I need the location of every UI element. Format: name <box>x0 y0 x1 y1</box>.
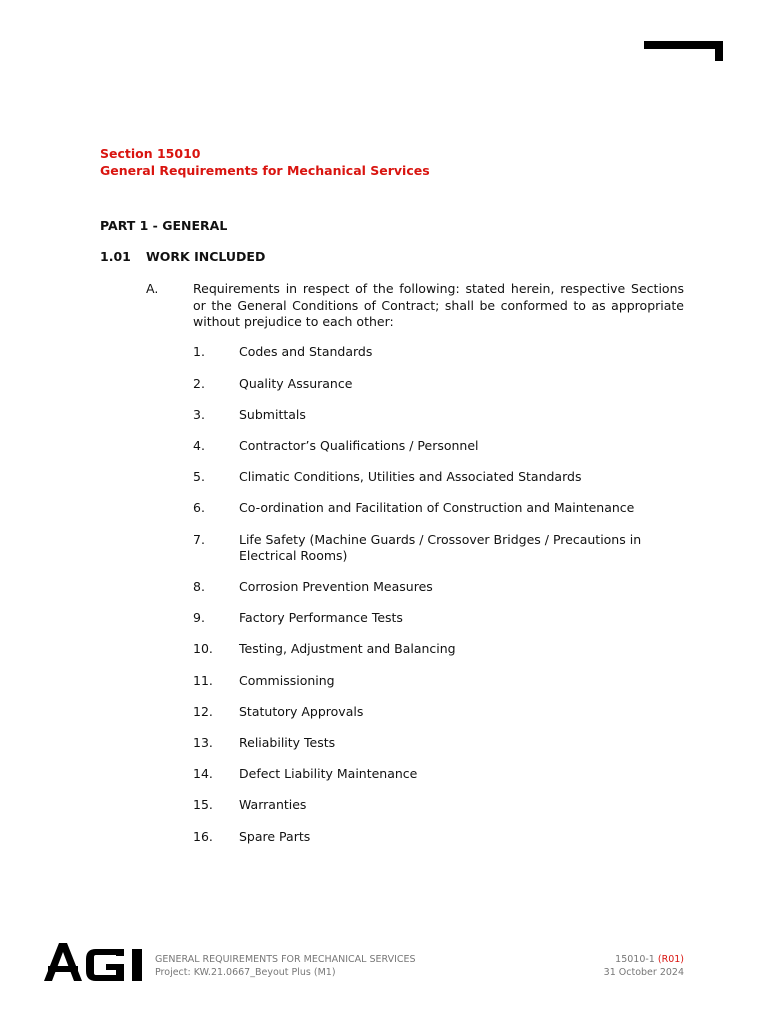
list-item-number: 4. <box>193 438 205 453</box>
revision-code: (R01) <box>657 954 684 965</box>
list-item-text: Corrosion Prevention Measures <box>239 579 433 594</box>
list-item-text: Co-ordination and Facilitation of Construction and Maintenance <box>239 500 635 515</box>
list-item-text: Spare Parts <box>239 829 311 844</box>
list-item-number: 14. <box>193 766 213 781</box>
list-item-text: Warranties <box>239 797 307 812</box>
clause-title: WORK INCLUDED <box>146 249 266 264</box>
list-item-text: Defect Liability Maintenance <box>239 766 418 781</box>
list-item-text: Testing, Adjustment and Balancing <box>239 641 456 656</box>
agi-logo <box>44 940 147 982</box>
corner-bracket-bar <box>644 41 723 49</box>
list-item-number: 13. <box>193 735 213 750</box>
paragraph-text: Requirements in respect of the following: stated herein, respective Sections or the General Conditions of Contract; shall be conformed to as appropriate without prejudice to each other: <box>193 281 684 329</box>
list-item-text: Quality Assurance <box>239 376 353 391</box>
list-item-number: 9. <box>193 610 205 625</box>
list-item-number: 3. <box>193 407 205 422</box>
corner-bracket-mark <box>644 41 723 61</box>
footer-project: Project: KW.21.0667_Beyout Plus (M1) <box>155 967 336 978</box>
list-item-text: Reliability Tests <box>239 735 336 750</box>
list-item-text: Submittals <box>239 407 306 422</box>
list-item-number: 15. <box>193 797 213 812</box>
list-item-text: Life Safety (Machine Guards / Crossover Bridges / Precautions in Electrical Rooms) <box>239 532 642 563</box>
list-item-number: 16. <box>193 829 213 844</box>
list-item-number: 11. <box>193 673 213 688</box>
clause-number: 1.01 <box>100 249 131 264</box>
list-item-number: 10. <box>193 641 213 656</box>
paragraph-letter: A. <box>146 281 159 296</box>
list-item-text: Climatic Conditions, Utilities and Associated Standards <box>239 469 582 484</box>
corner-bracket-stem <box>715 41 723 61</box>
list-item-text: Statutory Approvals <box>239 704 364 719</box>
footer-page-number <box>615 954 684 965</box>
section-title: General Requirements for Mechanical Services <box>100 163 430 178</box>
list-item-number: 7. <box>193 532 205 547</box>
page-number: 15010-1 <box>615 954 655 965</box>
part-heading: PART 1 - GENERAL <box>100 218 228 233</box>
list-item-number: 6. <box>193 500 205 515</box>
list-item-number: 12. <box>193 704 213 719</box>
footer-document-title: GENERAL REQUIREMENTS FOR MECHANICAL SERVICES <box>155 954 416 965</box>
list-item-text: Codes and Standards <box>239 344 373 359</box>
list-item-number: 5. <box>193 469 205 484</box>
list-item-number: 2. <box>193 376 205 391</box>
section-number: Section 15010 <box>100 146 201 161</box>
footer-date: 31 October 2024 <box>603 967 684 978</box>
list-item-text: Factory Performance Tests <box>239 610 403 625</box>
list-item-text: Commissioning <box>239 673 335 688</box>
list-item-number: 8. <box>193 579 205 594</box>
list-item-number: 1. <box>193 344 205 359</box>
list-item-text: Contractor’s Qualifications / Personnel <box>239 438 479 453</box>
